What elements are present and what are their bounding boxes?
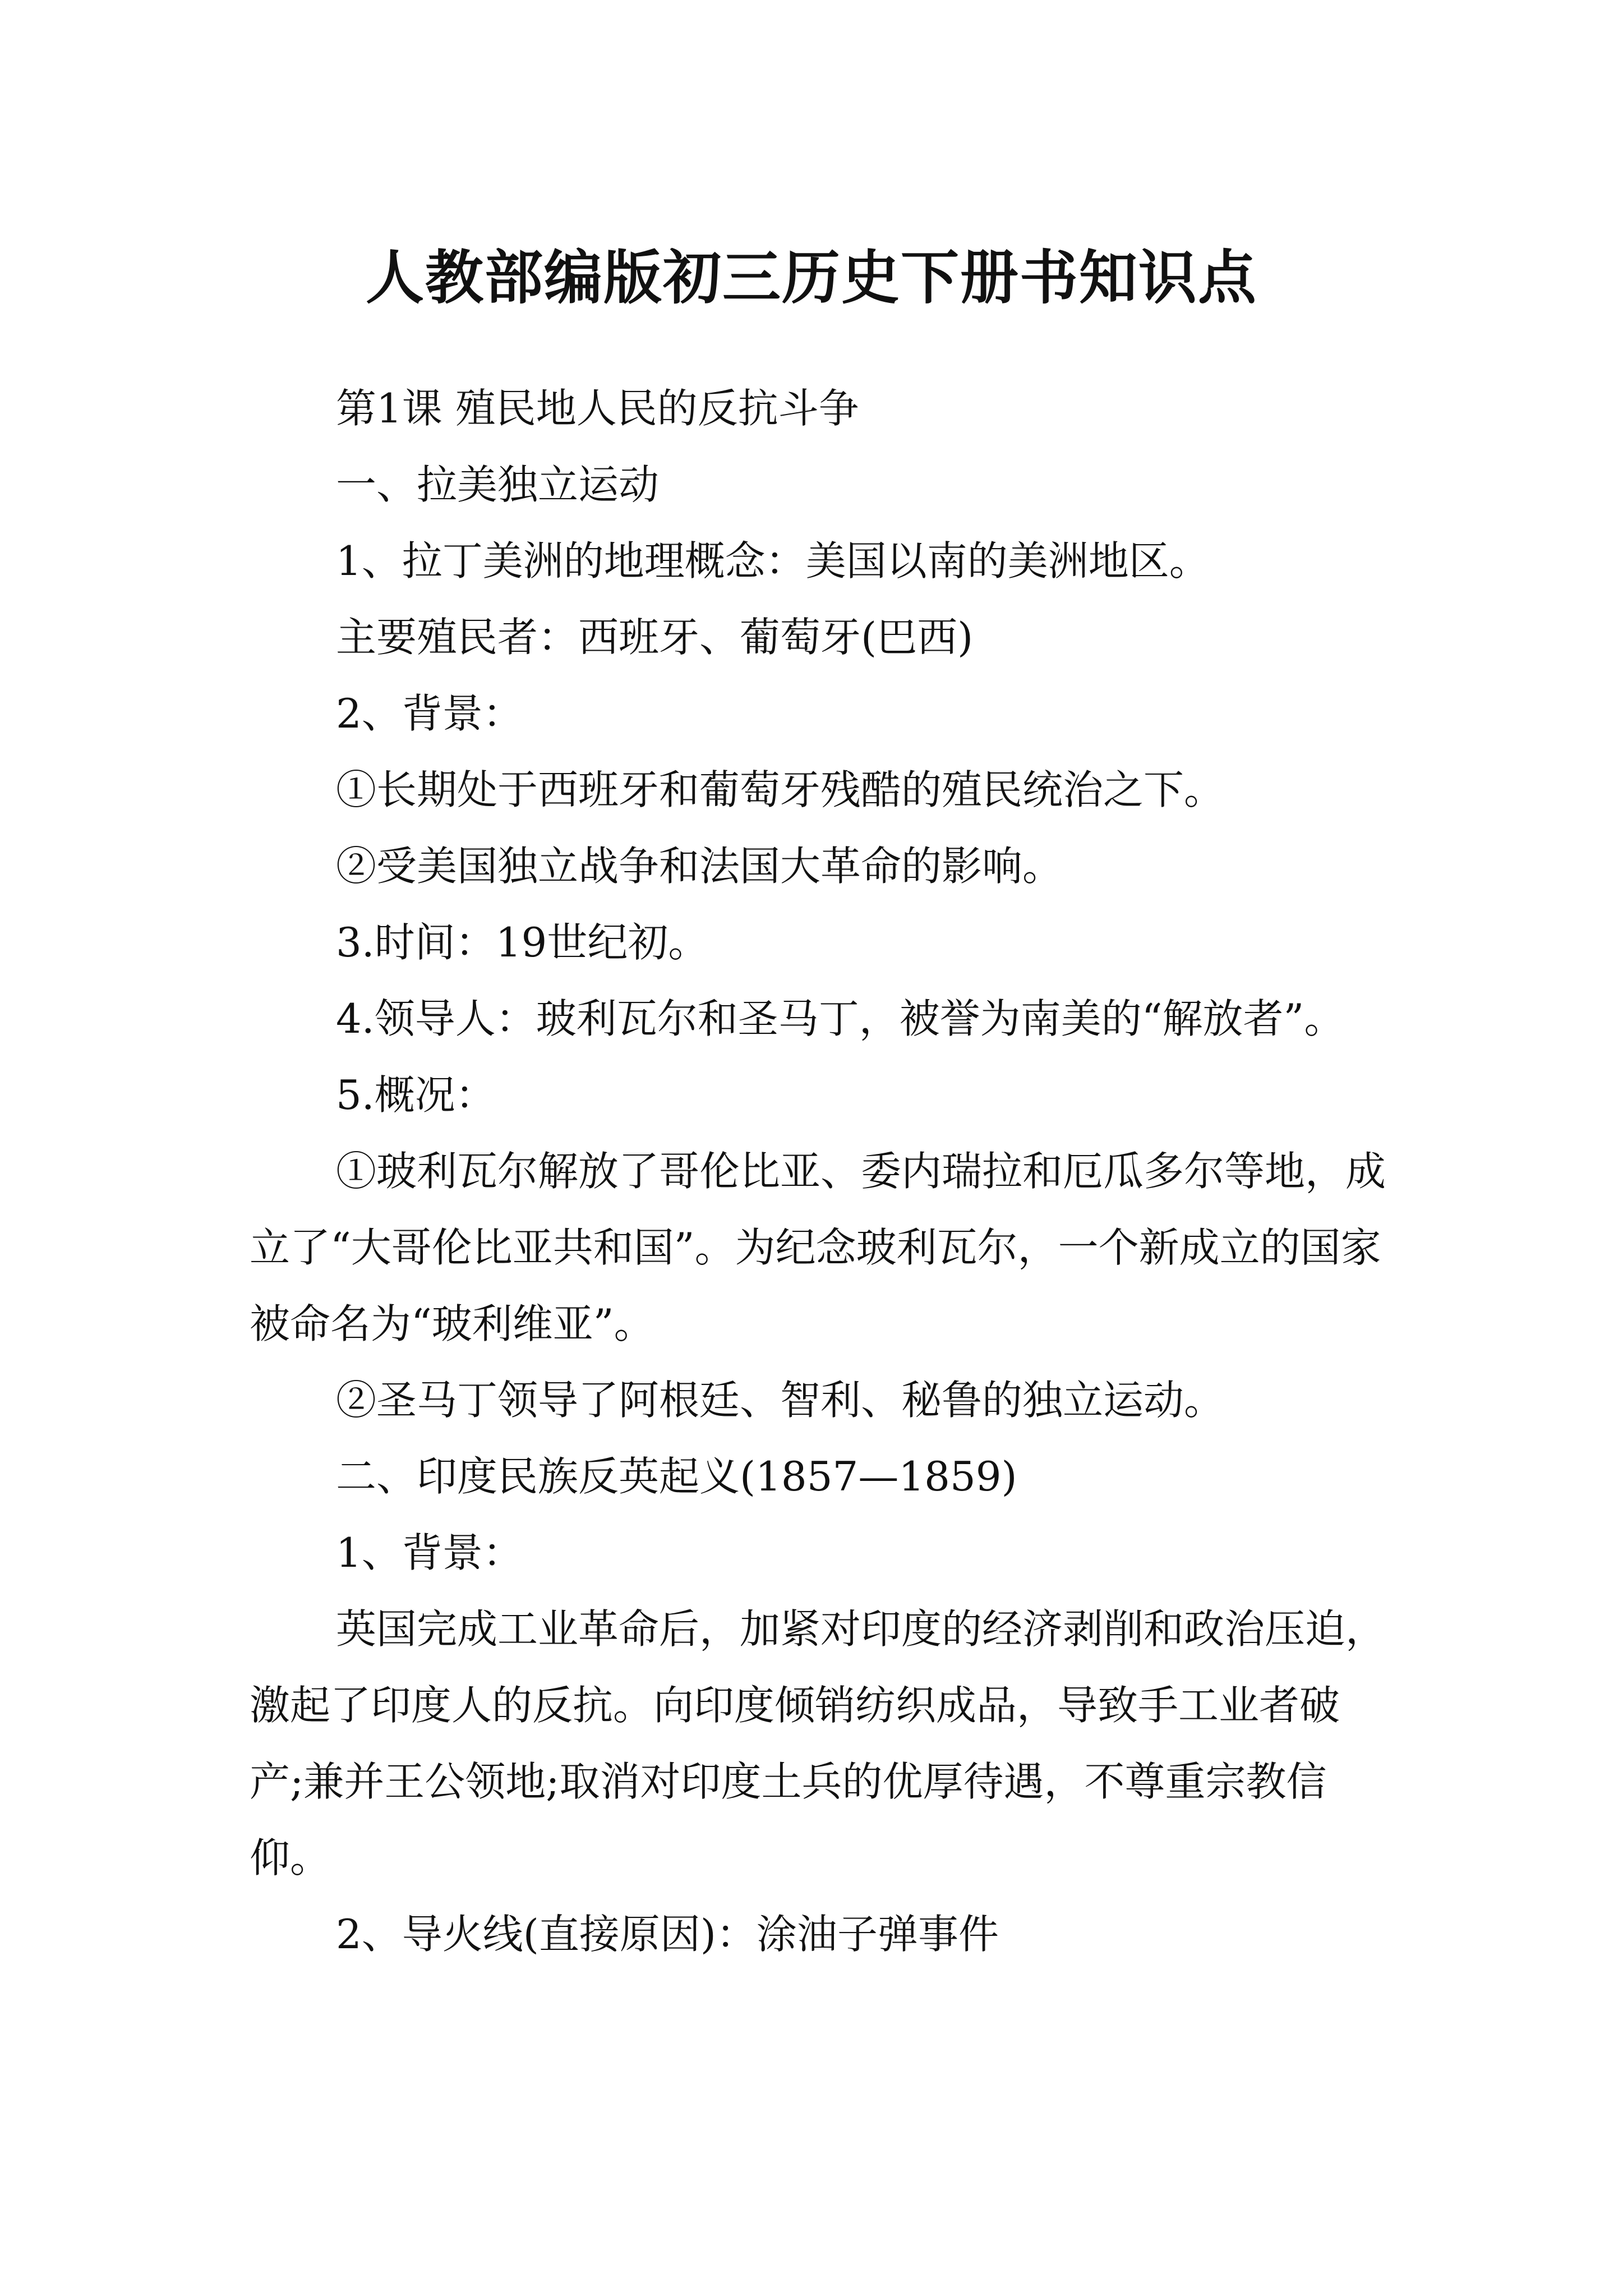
lesson-heading: 第1课 殖民地人民的反抗斗争 — [336, 385, 859, 432]
paragraph: 英国完成工业革命后，加紧对印度的经济剥削和政治压迫，激起了印度人的反抗。向印度倾销纺织成品，导致手工业者破产;兼并王公领地;取消对印度土兵的优厚待遇，不尊重宗教信仰。 — [250, 1605, 1386, 1881]
paragraph: 1、拉丁美洲的地理概念：美国以南的美洲地区。 — [336, 537, 1210, 585]
section-heading: 二、印度民族反英起义(1857—1859) — [336, 1453, 1017, 1500]
page-title: 人教部编版初三历史下册书知识点 — [365, 242, 1257, 312]
paragraph: 2、背景： — [336, 690, 523, 737]
paragraph: 2、导火线(直接原因)：涂油子弹事件 — [336, 1911, 999, 1958]
paragraph: ②受美国独立战争和法国大革命的影响。 — [336, 843, 1063, 890]
paragraph: ②圣马丁领导了阿根廷、智利、秘鲁的独立运动。 — [336, 1377, 1225, 1424]
paragraph: 3.时间：19世纪初。 — [336, 919, 709, 966]
document-body — [250, 370, 1388, 1972]
paragraph: ①长期处于西班牙和葡萄牙残酷的殖民统治之下。 — [336, 766, 1225, 813]
section-heading: 一、拉美独立运动 — [336, 461, 660, 508]
paragraph: ①玻利瓦尔解放了哥伦比亚、委内瑞拉和厄瓜多尔等地，成立了“大哥伦比亚共和国”。为纪念玻利瓦尔，一个新成立的国家被命名为“玻利维亚”。 — [250, 1148, 1386, 1347]
paragraph: 5.概况： — [336, 1071, 496, 1119]
paragraph: 主要殖民者：西班牙、葡萄牙(巴西) — [336, 614, 974, 661]
paragraph: 4.领导人：玻利瓦尔和圣马丁，被誉为南美的“解放者”。 — [336, 995, 1345, 1042]
paragraph: 1、背景： — [336, 1529, 523, 1576]
